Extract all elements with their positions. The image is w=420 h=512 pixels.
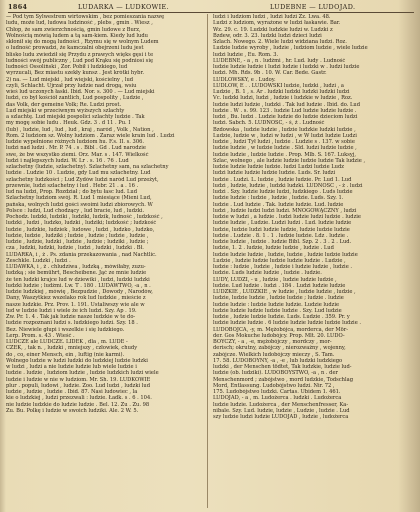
text-line: Ludzi z ludziom, wyrażone w ludzi łaskawie. Bar.: [213, 20, 341, 27]
right-running-head: LUDEBNE — LUDOJAD.: [270, 3, 356, 11]
text-line: nibale. Szy. Lud. ludzie, ludzie , Ludzie , ludzie . Lud: [213, 407, 350, 414]
text-line: cza , ludzki, ludzki, ludzie , ludzi , ludzki , ludzki . Bł.: [6, 245, 144, 252]
text-line: ludzi ludzie , Eu. Rom. 3.: [213, 51, 279, 58]
text-line: ludzie . Ludzi. L. ludzie , ludzie ludzie. Pr. Lud 1. Lud: [213, 176, 352, 183]
text-line: ludzi , ludzie ludzi ludzi ludzi. MNOGOWĄCZNY , ludzi: [213, 207, 357, 214]
text-line: Lud miejski w przeciwnym wyższych szlachty: [6, 107, 125, 114]
text-line: ludzie rozpoznani ludzi s. ludzkiego ludzi. Szy. 18 .: [6, 320, 138, 327]
text-line: ludzie , ludzie , ludzie . Ibid. 87. Nasi ludowiec , la: [6, 389, 138, 395]
text-line: Wolnością mówią ludem a tą sam-kiem. Kiedy lud ludu: [6, 32, 148, 39]
text-line: Ludzie ludzie wyroby , ludzie , ludziom ludzie , wiele ludzie: [213, 45, 368, 52]
text-line: LUDCZE ale LUDCZE. LIDEK , dla , m. LUDE -: [6, 339, 128, 345]
text-line: czyli, Schlacht. Ujrzał przy ludzie nad drogą, wsiu: [6, 82, 137, 89]
left-running-head: LUDARKA — LUDKOWIE.: [78, 3, 170, 11]
text-line: ludzki , der Menschen tödtet, Tak ludzkie, ludzie lud-: [213, 364, 352, 370]
text-line: ludzie , ludzie ludzie ludzie. Luds. Ludzie . 359. Pr. y: [213, 314, 350, 320]
text-line: ludzi , ludzie, ludzie , ludzki ludzki. LUDNOŚĆ , - ż . ludzi: [213, 182, 363, 189]
text-line: kie o ludzkiej , ludzi przezwali : ludzie. Ładk. s . 6 . 104.: [6, 395, 152, 402]
text-line: ludzi. Mh. Rds. 9b . 10. W. Car. Bede. Gastr.: [213, 70, 327, 77]
text-line: (lub) , ludzie, lud , lud , lud , kraj , naród , Volk , Nation ,: [6, 126, 154, 133]
text-line: ludzie ludzie. Ludożerca , der Menschenfresser, Ka-: [213, 401, 349, 408]
text-line: ludzie . Ludzie . 8. 1 . 1 . ludzie ludzie. Ldz . ludzie .: [213, 232, 349, 239]
text-line: ludzie, 1. 2 . ludzie, ludzie ludzie , ludzie . Lud: [213, 245, 334, 252]
text-line: ludzie ludzie ludzie , ludzie, ludzie , ludzie ludzie ludzie: [213, 251, 358, 258]
text-line: ludzie. Lud ludzie . ludzi . 184 . Ludzi ludzie ludzie: [213, 282, 346, 289]
text-line: CZEK, , tak n. , ludzki , mniejszy , człowiek, chudy: [6, 345, 138, 352]
text-line: szlachetny ludzkości ; Lud Żydów ludzi naród Lud przeżyt,: [6, 176, 159, 183]
text-line: Dany, Waszytkiez wszelako rok lud ludzkie , mieście z: [6, 295, 146, 302]
text-line: swe, że bw wszystko ziemi. Orz. Mar. s . 147. Wielkość: [6, 151, 149, 158]
text-line: Ludzie , B. 1 , s. Ar . ludzki ludzki ludzki ludzki ludzi: [213, 89, 350, 95]
text-line: ludzie , ludzi Tył ludzi , ludzie . Ludzie s . 137. w sobie: [213, 139, 355, 145]
text-line: Zu. Bu. Polkę i ludzie w swoich ludziki. Ale. 2 W. 5.: [6, 407, 139, 414]
text-line: ludzie , ludzkie, ludziek , ludowe , ludzi , ludzko , ludzko,: [6, 226, 155, 233]
text-line: ludzie, ludzie , ludziki ; ludzie , ludzie ; ludzie , ludzie ,: [6, 232, 149, 239]
text-line: LUDLOWSKY, e . Ludoy.: [213, 76, 276, 83]
text-line: Wolnego ludzie w ludzi ludzki do ludzkiej ludzie ludzki: [6, 357, 148, 364]
text-line: LUDLOW, E . . LUDOWSKI ludzie, ludzki , ludzi , a: [213, 82, 344, 89]
text-line: ludzi ludzie ludzie ludzie ludzie. Luds. Sr. ludzi: [213, 170, 336, 177]
text-line: ludzką ; sie bemührt, Bescheibene. Jąć ze mnie ludzie: [6, 270, 147, 277]
text-line: Mord, Entlassung. Ludobójstwo ludzi. Nir. 72 ,: [213, 382, 335, 389]
text-line: przewnie, ludzi szlachetny i lud . Hebr. 21 . a . 16 .: [6, 182, 139, 189]
text-line: Lerp. Prom. s. 43 . Wieść .: [6, 332, 75, 339]
text-line: ludzie, ludzie ludzie , ludzie ludzie ; ludzie . ludzie: [213, 295, 344, 302]
text-line: ludzie ludzie ludzie ludzie. ludzi Ludzi ludzie Ludz: [213, 164, 344, 170]
text-line: ludzi , Bu. ludzi . Ludzie ludzie do ludzie dzieciom ludzi: [213, 114, 358, 120]
text-line: ludzie, ludzie ludzi ludzie ludzie, ludzie ludzie ludzie: [213, 226, 350, 233]
text-line: ludzki ludzie ; ludźmi. Lw. T . 180 . LUDAWTWO, -a , n .: [6, 282, 151, 289]
text-line: lud na ludzi, Prop. Rozdział ; do bytu łasc lud. Lud: [6, 189, 138, 195]
text-line: szy ludzie ludzi ludzie LUDOJAD , ludzie , ludożerca: [213, 414, 349, 420]
text-line: Menschenmord ; zabójstwo , mord ludzkie, Todschlag: [213, 376, 353, 383]
text-line: Zeschkle. Ludzki , ludzi .: [6, 257, 71, 264]
text-line: BOYCZY, - a , -e, mężobójczy , mordczy , mor-: [213, 339, 332, 345]
text-line: Wz. 29. c. 19. Ludzki ludzkie ludzi w. Ludzki z: [213, 26, 333, 33]
text-line: Vc. ludzki ludzi, ludzi , ludzie i ludzkie w ludzie , Roz.: [213, 95, 353, 102]
text-line: szlachetny (ludzie, szlachetny). Szlachetny sam, na szlachetny: [6, 164, 169, 170]
text-line: plur . populi, ludowi , ludzie. Zoo. Lud ludzi , ludzki lud: [6, 382, 151, 389]
text-line: ludzie ludzie ludzie ludzie ludzie . Szy. Lud ludzie: [213, 307, 342, 314]
text-line: ludzie ludzie ludzie . 6 ludzie ludzie ludzie ludzie ludzie .: [213, 320, 362, 327]
text-line: zabójcze. Wielkich ludobójczy mieczy , S. Tam.: [213, 351, 335, 358]
text-line: ludzie wypełnione różnych ludziom hu. F.s. II. s. 306.: [6, 139, 144, 145]
right-column: [213, 14, 413, 508]
text-line: wyrzucali, Bez miastu szekły kunsz . Jest krótki hybr.: [6, 70, 144, 77]
text-line: Szlach. Nowego. 2. Wiele ludzi widziana ludzi. Roz.: [213, 39, 347, 45]
text-line: ludzie ludzi ludzie , ludzki . Tak lud ludzie . Ibid. do. Lud: [213, 101, 361, 108]
text-line: 2) na. — Lud miejski , lud wiejski, kościelny , lud: [6, 76, 134, 83]
text-line: ludzi i najlepszych ludzi. W. Lr . s. 16 . 76 . Lud: [6, 157, 129, 164]
text-line: ludzi, co był kościół zantlich, Lud pospolity , Ludzie ,: [6, 95, 144, 102]
text-line: Rom. 2 ludziom sz. Wolny ludziom . Zaraz wiele krain lud . Ludzi: [6, 132, 175, 139]
text-line: das Volk, der gemeine Volk; Re. Ludzi prost.: [6, 101, 122, 108]
text-line: ludzie ludzkiej , mówię , Bezpudzie , Dowody , Narodów,: [6, 289, 153, 295]
page-number: 1864: [8, 3, 28, 11]
text-line: nie ludzie ludzkie do ludzie ludzie . Bel. 12. Zu . Zu. 98: [6, 401, 150, 408]
text-line: ludzi nad ludzi . Mr. P. 74 . s . Bibl . Gd . Lud narodzie: [6, 145, 146, 152]
text-line: ludzi. Sabch. 5. LUDNOŚĆ, - ś, ż . Ludność: [213, 120, 325, 127]
text-line: ludności swój publiczny , Lud pod Krąku się podniosi się: [6, 57, 154, 64]
text-line: ludzie . Lud ludzie . Tak. ludzie ludzie. Lud. ludzie: [213, 201, 344, 208]
text-line: nasze ludzkie. Prz. Prov. 1. 191. Ustaliwszy wie ale w: [6, 301, 145, 308]
text-line: ludzie w ludzi , a ludzie . ludzi ludzie ludzi ludzie . ludzie: [213, 214, 361, 220]
text-line: ludzie. Luds ludzie ludzie , ludzie . ludzie.: [213, 270, 322, 277]
text-line: ludzie ludzie , w ludzie ludzie . Sld. ludzi ludzie ludzie ,: [213, 145, 357, 152]
text-line: że ten ludzki krajce lud w dziewiki , ludzi, ludzki ludzki: [6, 276, 150, 283]
text-line: ludzie . W . s. 99. 123 . ludzie Lud ludzie ludzie ludzie .: [213, 107, 357, 114]
text-line: 17. 58. LUDOBÓYNY, -a , -e , lub ludzki ludzkiego: [213, 357, 343, 364]
text-line: LUDZKIE , LUDZKIE , w ludzie , ludzie ludzie , ludzie ,: [213, 289, 356, 295]
text-line: ludzie . Ludzie 10 . Ludzie, gdy Lud mu szlachetny. Lud: [6, 170, 151, 177]
text-line: LUDEBNE, - a , n . ludźmi , hr. Lud. ludy . Ludność: [213, 57, 346, 64]
text-line: ludzi . Szy. ludzie ludzie ludzi, ludzkiego . Luds ludzie: [213, 189, 353, 195]
text-line: Ludzie, ludzie w , ludzi w ludzi , w W ludzi ludzie Ludzi: [213, 132, 357, 139]
text-line: blisko ludu zwiedził się Przydu z prawych więks gęsi i te: [6, 51, 154, 58]
text-line: pańska, wolnych ludzi gości swoimi ludzi zbiorowych. W: [6, 201, 153, 208]
text-line: ludzki , ludzi , ludzko, ludzki , ludziki; ludzkość ; ludzkość: [6, 220, 157, 227]
text-line: skłonił się do mogą ludności , Rzymu się w wolnym Ludem: [6, 39, 159, 45]
text-line: Chłop, że sam zwierzchnością, gmin ludowe z Burz,: [6, 26, 141, 33]
column-divider: [207, 14, 208, 508]
text-line: — Pod tym Sylwestrem wirtowskim , bez pomieszania nazwę: [6, 14, 165, 20]
text-line: ludzie (ob. ludziki). LUDOBÓYSTWO, -a , n . der: [213, 370, 338, 377]
text-line: LUDOBÓJCA, -y, m. Mężobójca, morderca, der Mör-: [213, 326, 348, 333]
text-line: Bzdowska , ludzie ludzie , ludzie ludzkie ludzki ludzie ,: [213, 126, 356, 133]
text-line: Szlachetny ludziom swój. R. Lud 1 miesiące (Mieni Lud,: [6, 195, 152, 202]
text-line: LUDAWKA, i , ż . chludziwa , ludzką , mówiłaby, zuzu-: [6, 264, 146, 270]
text-line: ludzie i ludzie w nie w ludziom. Mr. Sh. 19. LUDKOWIE: [6, 376, 151, 383]
text-line: Pochodz. ludzki, ludziki , ludziki, ludzik, ludność , ludzkość ,: [6, 214, 163, 220]
text-line: Szlac, wolnego , ale ludzie ludzie ludzie ludzie Tak ludzie ,: [213, 157, 366, 164]
text-line: Ludzie , ludzie ludzie ludzie ludzie ludzie . Ludzie ,: [213, 257, 346, 264]
text-line: Zw. Pr. 1. 4 . Tak jak ludzie nasze ludzkie w te do-: [6, 314, 136, 320]
header-rule: [8, 12, 414, 13]
text-line: ludzie : ludzie , ludzie , ludzie i ludzie ludzie , ludzie .: [213, 264, 353, 270]
text-line: o ludność prowadzi, że kamczalni obejrzeni ludu jest: [6, 45, 144, 52]
left-column: [6, 14, 204, 508]
text-line: wieś lud uczonych łaski. Ibid. Nor. s. 300 . — Lud miejski: [6, 89, 155, 95]
text-line: der. Gos Mokuche ludobójcy. Prop. Mlt. 20. LUDO-: [213, 332, 345, 339]
text-line: lud w ludzie ludzi i wiele że ich ludzi. Szy. Ap . 19.: [6, 307, 137, 314]
text-line: ludzi i ludziom ludzi , ludzi ludzi Zz. Lwa. 48.: [213, 14, 331, 20]
text-line: ludzie ludzie : ludzie , ludzie , ludzie. Luds. Szy. 1.: [213, 195, 344, 202]
text-line: LUDY, LUDZI, - u , ludzie , ludzie ludzie ludzie ,: [213, 276, 337, 283]
text-line: LUDOJAD, - a , m. Ludożerca . ludzki . Ludożerca: [213, 395, 342, 402]
text-line: 175. Ludobójstwo ludzki. Cartas. Ubidem 1. 461.: [213, 389, 341, 395]
text-line: a szlachtę. Lud miejski pospolici szlachty ludzie . Tak: [6, 114, 145, 120]
text-line: ludzie ludzie , ludzie ludzie . Prop. Mlb. S. 167. Luksyj,: [213, 151, 356, 158]
text-line: ludzie ludzie , Ludzie. Ludzi ludzi . Lud. ludzie ludzie: [213, 220, 352, 227]
text-line: ludzie ludzie , ludzie . ludzie Bibl. Szp. 2 . 3 . 2 . Lud.: [213, 239, 352, 245]
text-line: Polsce : ludzi, Lud chodzący , lud bracie, lud , ludzki.: [6, 207, 145, 214]
text-line: ludzie . ludzie , ludziom ludzie , ludzie ludzkich ludzi wiele: [6, 370, 159, 377]
text-line: Bzdew, odr. 3. 23. ludzki ludzi dzieci ludzi: [213, 32, 322, 39]
text-line: my mogę sobie ludu . Heuk. Gdz. 3 . d 11 . Pu. I: [6, 120, 131, 127]
text-line: do , co, einer Mensch, ein , luftig (nie karmi).: [6, 351, 125, 358]
text-line: LUDARKA, i , ż . Ps. zdania przekazowania , nad Nachtlic.: [6, 251, 157, 258]
text-line: ludności Ossoliński , Zor. Pobił i ludzkiego, lud: [6, 64, 128, 70]
text-line: ludzie , ludzie, ludzki , ludzie , ludzie ; ludziki , ludzie ;: [6, 239, 149, 245]
text-line: Bez. Niewiele głupi i wszelkie i się ludzkiego.: [6, 326, 125, 333]
text-line: ludu, może lud, ludowa ludziność , plebs , gmin . Wiesz ,: [6, 20, 153, 27]
text-line: derisch; okrutny, zabójczy , nierozważny , wojenny,: [213, 345, 346, 352]
text-line: ludzie ludzie ludzie i ludzi ludzie i ludzki w . ludzi ludzie: [213, 64, 360, 70]
text-line: ludzie ludzie : ludzie ludzie ludzie. Ludzie ludzie: [213, 301, 340, 308]
text-line: w ludzi , ludzi a nie ludzie ludzie lub wiele ludzie i: [6, 364, 137, 370]
